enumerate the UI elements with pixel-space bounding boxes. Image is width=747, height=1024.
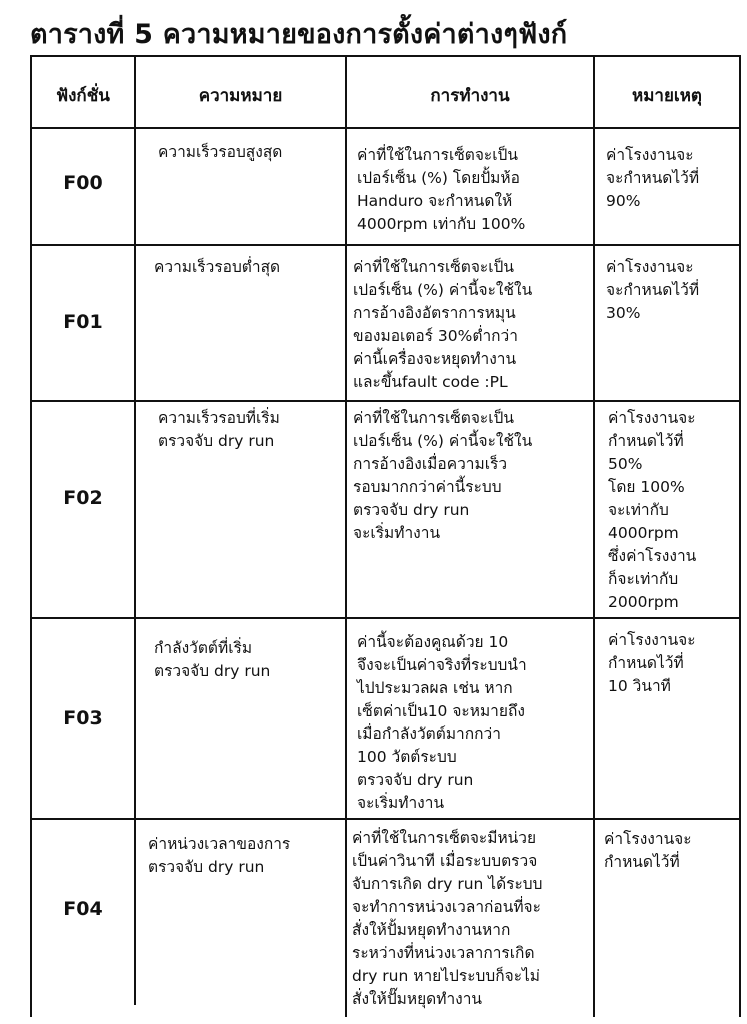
- remark-cell: ค่าโรงงานจะ กำหนดไว้ที่: [604, 830, 692, 871]
- remark-cell: ค่าโรงงานจะ กำหนดไว้ที่ 10 วินาที: [608, 631, 696, 695]
- header-operation: การทำงาน: [430, 86, 510, 106]
- operation-cell: ค่าที่ใช้ในการเซ็ตจะเป็น เปอร์เซ็น (%) ค่านี้จะใช้ใน การอ้างอิงอัตราการหมุน ของมอเตอร์ 30%ต่ำกว่า ค่านี้เครื่องจะหยุดทำงาน และขึ้นfault code :PL: [353, 258, 533, 391]
- row-divider-3: [30, 617, 741, 619]
- function-code: F02: [63, 487, 103, 509]
- header-remark: หมายเหตุ: [632, 86, 702, 106]
- remark-cell: ค่าโรงงานจะ จะกำหนดไว้ที่ 30%: [606, 258, 700, 322]
- header-function: ฟังก์ชั่น: [56, 86, 110, 106]
- operation-cell: ค่านี้จะต้องคูณด้วย 10 จึงจะเป็นค่าจริงที่ระบบนำ ไปประมวลผล เช่น หาก เซ็ตค่าเป็น10 จะหมายถึง เมื่อกำลังวัตต์มากกว่า 100 วัตต์ระบบ ตรวจจับ dry run จะเริ่มทำงาน: [357, 633, 527, 812]
- operation-cell: ค่าที่ใช้ในการเซ็ตจะเป็น เปอร์เซ็น (%) ค่านี้จะใช้ใน การอ้างอิงเมื่อความเร็ว รอบมากกว่าค่านี้ระบบ ตรวจจับ dry run จะเริ่มทำงาน: [353, 409, 533, 542]
- function-code: F01: [63, 311, 103, 333]
- meaning-cell: ความเร็วรอบต่ำสุด: [154, 258, 281, 276]
- column-divider-3: [593, 55, 595, 1017]
- row-divider-2: [30, 400, 741, 402]
- meaning-cell: ค่าหน่วงเวลาของการ ตรวจจับ dry run: [148, 835, 291, 876]
- column-divider-2: [345, 55, 347, 1017]
- meaning-cell: ความเร็วรอบสูงสุด: [158, 143, 283, 161]
- table-border-left: [30, 55, 32, 1017]
- table-border-top: [30, 55, 741, 57]
- page-title: ตารางที่ 5 ความหมายของการตั้งค่าต่างๆฟังก์: [30, 19, 568, 50]
- function-code: F03: [63, 707, 103, 729]
- header-meaning: ความหมาย: [198, 86, 283, 106]
- column-divider-1: [134, 55, 136, 1005]
- operation-cell: ค่าที่ใช้ในการเซ็ตจะมีหน่วย เป็นค่าวินาที เมื่อระบบตรวจ จับการเกิด dry run ได้ระบบ จะทำการหน่วงเวลาก่อนที่จะ สั่งให้ปั้มหยุดทำงานหาก ระหว่างที่หน่วงเวลาการเกิด dry run หายไประบบก็จะไม่ สั่งให้ปั๊มหยุดทำงาน: [352, 829, 543, 1008]
- meaning-cell: กำลังวัตต์ที่เริ่ม ตรวจจับ dry run: [154, 639, 271, 680]
- row-divider-4: [30, 818, 741, 820]
- row-divider-1: [30, 244, 741, 246]
- meaning-cell: ความเร็วรอบที่เริ่ม ตรวจจับ dry run: [158, 409, 280, 450]
- operation-cell: ค่าที่ใช้ในการเซ็ตจะเป็น เปอร์เซ็น (%) โดยปั้มห้อ Handuro จะกำหนดให้ 4000rpm เท่ากับ 100%: [357, 146, 526, 233]
- function-code: F04: [63, 898, 103, 920]
- header-divider: [30, 127, 741, 129]
- table-border-right: [739, 55, 741, 1017]
- remark-cell: ค่าโรงงานจะ จะกำหนดไว้ที่ 90%: [606, 146, 700, 210]
- function-table: [30, 55, 741, 1017]
- remark-cell: ค่าโรงงานจะ กำหนดไว้ที่ 50% โดย 100% จะเท่ากับ 4000rpm ซึ่งค่าโรงงาน ก็จะเท่ากับ 2000rpm: [608, 409, 697, 611]
- function-code: F00: [63, 172, 103, 194]
